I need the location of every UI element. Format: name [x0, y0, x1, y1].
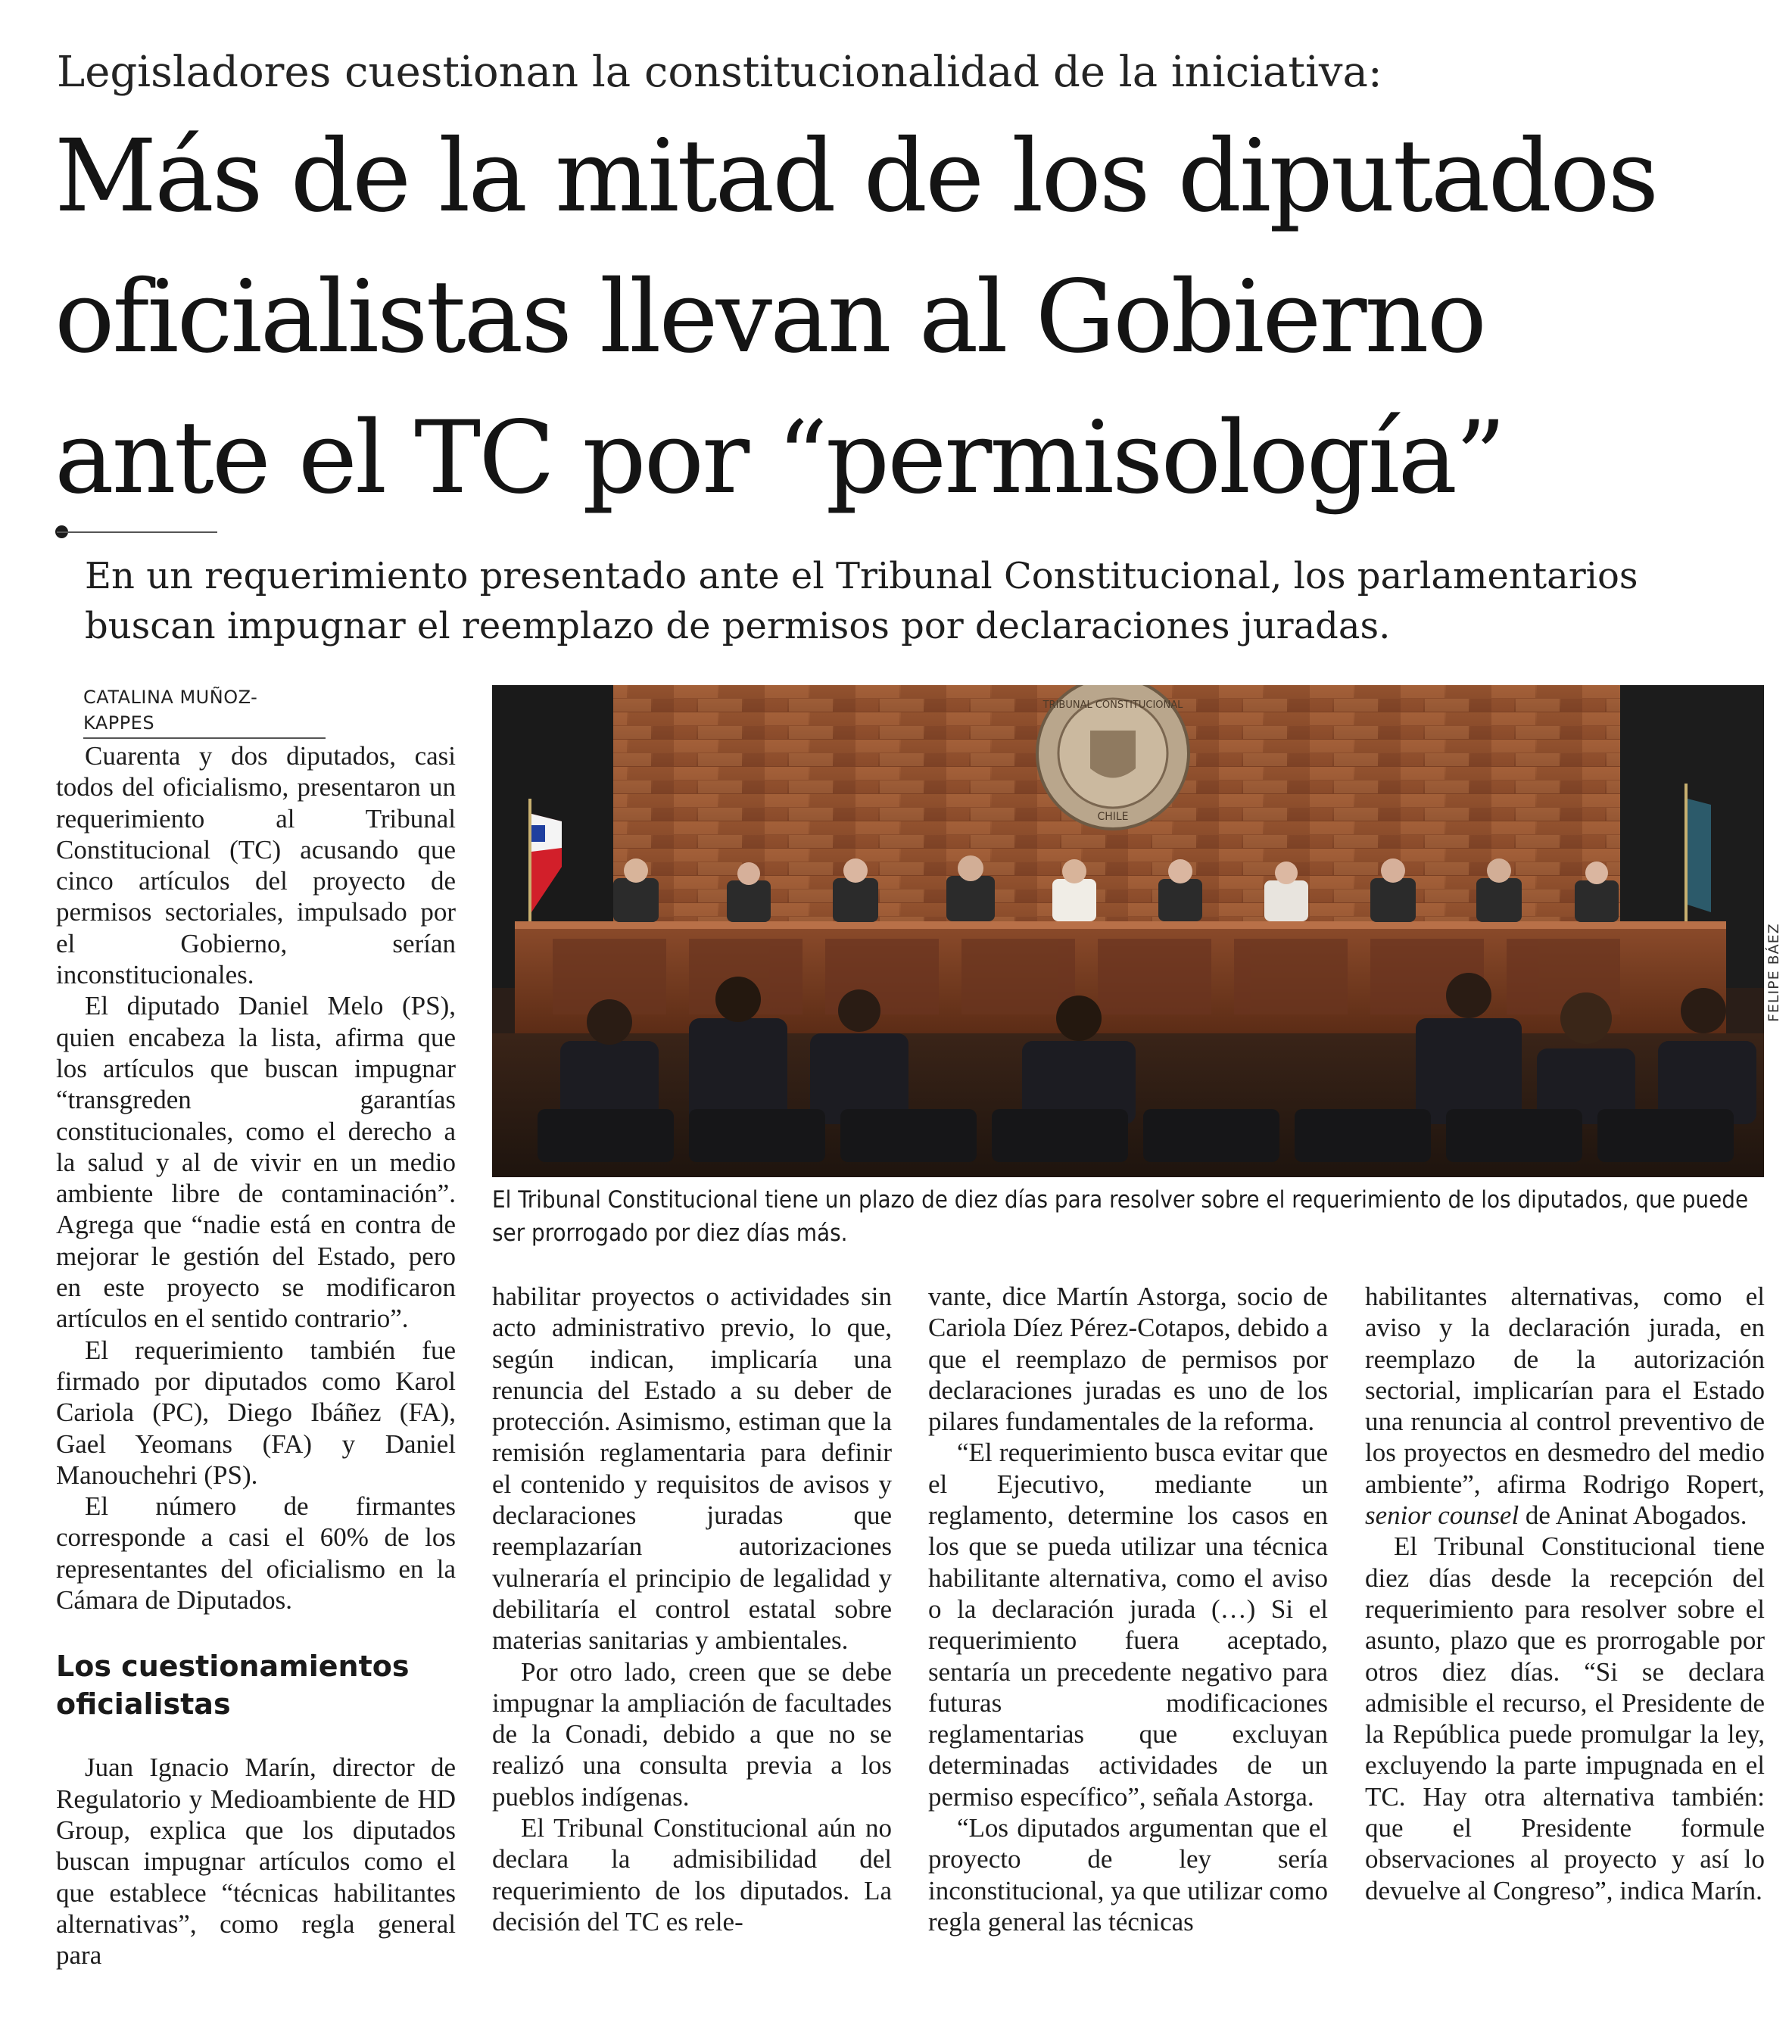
paragraph: El requerimiento también fue firmado por diputados como Karol Cariola (PC), Diego Ibáñez (FA), Gael Yeomans (FA) y Daniel Manouchehri (PS). — [56, 1335, 456, 1490]
paragraph: Cuarenta y dos diputados, casi todos del oficialismo, presentaron un requerimiento al Tribunal Constitucional (TC) acusando que cinco artículos del proyecto de permisos sectoriales, impulsado por el Gobierno, serían inconstitucionales. — [56, 741, 456, 990]
headline-line-2: oficialistas llevan al Gobierno — [55, 259, 1485, 375]
deck — [85, 551, 1773, 651]
column-3 — [928, 1281, 1328, 1937]
text-run: de Aninat Abogados. — [1525, 1500, 1747, 1531]
headline — [55, 106, 1781, 528]
paragraph: Juan Ignacio Marín, director de Regulatorio y Medioambiente de HD Group, explica que los diputados buscan impugnar artículos como el que establece “técnicas habilitantes alternativas”, como regla general para — [56, 1753, 456, 1971]
decorative-rule — [57, 531, 217, 533]
headline-line-1: Más de la mitad de los diputados — [55, 118, 1657, 235]
paragraph: El número de firmantes corresponde a casi el 60% de los representantes del oficialismo en la Cámara de Diputados. — [56, 1491, 456, 1616]
photo-credit: FELIPE BÁEZ — [1766, 923, 1782, 1022]
emphasis: senior counsel — [1365, 1500, 1519, 1531]
deck-line-2: buscan impugnar el reemplazo de permisos por declaraciones juradas. — [85, 605, 1391, 647]
photo-caption: El Tribunal Constitucional tiene un plazo de diez días para resolver sobre el requerimiento de los diputados, que puede ser prorrogado por diez días más. — [492, 1186, 1749, 1247]
paragraph: vante, dice Martín Astorga, socio de Cariola Díez Pérez-Cotapos, debido a que el reemplazo de permisos por declaraciones juradas es uno de los pilares fundamentales de la reforma. — [928, 1282, 1328, 1437]
byline: CATALINA MUÑOZ-KAPPES — [83, 684, 326, 739]
paragraph — [1365, 1281, 1765, 1531]
column-4 — [1365, 1281, 1765, 1906]
paragraph: “Los diputados argumentan que el proyecto de ley sería inconstitucional, ya que utilizar como regla general las técnicas — [928, 1813, 1328, 1937]
paragraph: El diputado Daniel Melo (PS), quien encabeza la lista, afirma que los artículos que buscan impugnar “transgreden garantías constitucionales, como el derecho a la salud y al de vivir en un medio ambiente libre de contaminación”. Agrega que “nadie está en contra de mejorar le gestión del Estado, pero en este proyecto se modificaron artículos en el sentido contrario”. — [56, 991, 456, 1334]
headline-line-3: ante el TC por “permisología” — [55, 400, 1504, 516]
paragraph: habilitar proyectos o actividades sin acto administrativo previo, lo que, según indican, implicaría una renuncia del Estado a su deber de protección. Asimismo, estiman que la remisión reglamentaria para definir el contenido y requisitos de avisos y declaraciones juradas que reemplazarían autorizaciones vulneraría el principio de legalidad y debilitaría el control estatal sobre materias sanitarias y ambientales. — [492, 1282, 892, 1656]
paragraph: El Tribunal Constitucional aún no declara la admisibilidad del requerimiento de los diputados. La decisión del TC es rele- — [492, 1813, 892, 1937]
text-run: habilitantes alternativas, como el aviso y la declaración jurada, en reemplazo de la autorización sectorial, implicarían para el Estado una renuncia al control preventivo de los proyectos en desmedro del medio ambiente”, afirma Rodrigo Ropert, — [1365, 1282, 1765, 1499]
deck-line-1: En un requerimiento presentado ante el Tribunal Constitucional, los parlamentarios — [85, 555, 1638, 597]
column-2 — [492, 1281, 892, 1937]
court-seal — [1037, 685, 1189, 829]
paragraph: Por otro lado, creen que se debe impugnar la ampliación de facultades de la Conadi, debido a que no se realizó una consulta previa a los pueblos indígenas. — [492, 1656, 892, 1812]
paragraph: “El requerimiento busca evitar que el Ejecutivo, mediante un reglamento, determine los casos en los que se pueda utilizar una técnica habilitante alternativa, como el aviso o la declaración jurada (…) Si el requerimiento fuera aceptado, sentaría un precedente negativo para futuras modificaciones reglamentarias que excluyan determinadas actividades de un permiso específico”, señala Astorga. — [928, 1438, 1328, 1812]
seal-text-bottom: CHILE — [1097, 811, 1129, 823]
paragraph: El Tribunal Constitucional tiene diez días desde la recepción del requerimiento para resolver sobre el asunto, plazo que es prorrogable por otros diez días. “Si se declara admisible el recurso, el Presidente de la República puede promulgar la ley, excluyendo la parte impugnada en el TC. Hay otra alternativa también: que el Presidente formule observaciones al proyecto y así lo devuelve al Congreso”, indica Marín. — [1365, 1531, 1765, 1905]
court-photo — [492, 685, 1764, 1177]
section-subhead: Los cuestionamientos oficialistas — [56, 1650, 410, 1722]
kicker: Legisladores cuestionan la constitucionalidad de la iniciativa: — [57, 48, 1382, 97]
column-1 — [56, 740, 456, 1971]
seal-text-top: TRIBUNAL CONSTITUCIONAL — [1042, 700, 1183, 711]
